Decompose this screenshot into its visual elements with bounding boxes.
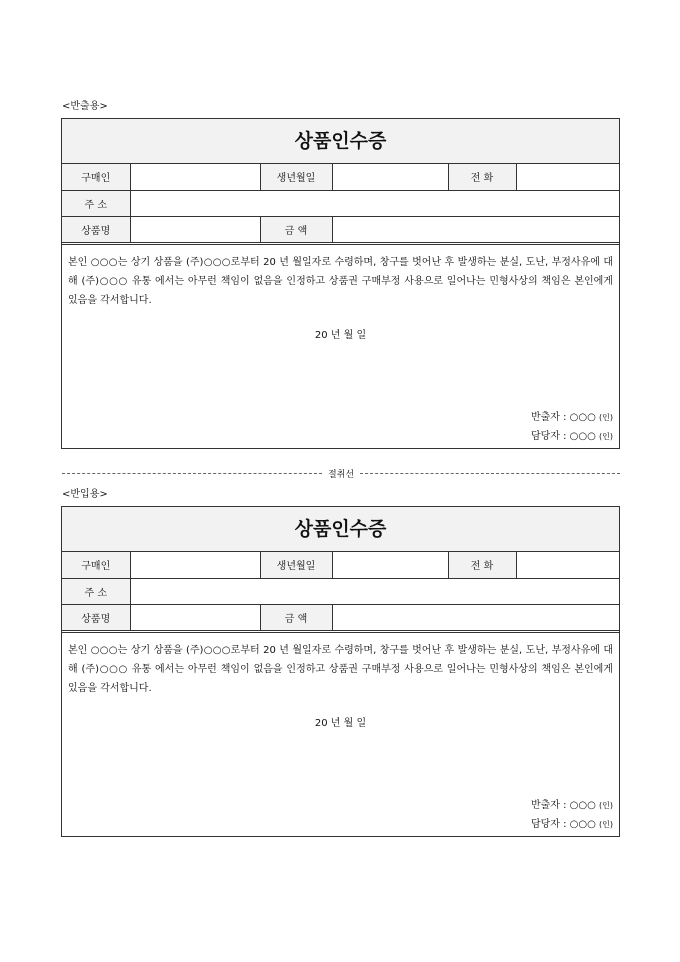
- statement-area: [62, 630, 619, 836]
- buyer-field[interactable]: [130, 552, 260, 578]
- amount-label: 금 액: [260, 216, 332, 242]
- product-field[interactable]: [130, 604, 260, 630]
- seal-mark: (인): [599, 432, 613, 441]
- form-caption-top: <반출용>: [62, 101, 108, 112]
- receipt-form-bottom: [61, 506, 620, 837]
- buyer-field[interactable]: [130, 164, 260, 190]
- signature-releaser: [531, 408, 613, 427]
- date-line: 20 년 월 일: [314, 330, 367, 341]
- amount-field[interactable]: [332, 216, 619, 242]
- manager-text: 담당자 : ○○○: [530, 431, 596, 442]
- birth-label: 생년월일: [260, 164, 332, 190]
- birth-label: 생년월일: [260, 552, 332, 578]
- info-table: [62, 164, 619, 242]
- buyer-label: 구매인: [62, 552, 130, 578]
- address-label: 주 소: [62, 578, 130, 604]
- receipt-form-top: [61, 118, 620, 449]
- cut-label: 절취선: [327, 469, 355, 480]
- signature-manager: [531, 427, 613, 446]
- product-label: 상품명: [62, 604, 130, 630]
- address-field[interactable]: [130, 190, 619, 216]
- statement-text: 본인 ○○○는 상기 상품을 (주)○○○로부터 20 년 월일자로 수령하며, 창구를 벗어난 후 발생하는 분실, 도난, 부정사유에 대해 (주)○○○ 유통 에서는 아무런 책임이 없음을 인정하고 상품권 구매부정 사용으로 일어나는 민형사상의 책임은 본인에게 있음을 각서합니다.: [68, 257, 613, 306]
- product-field[interactable]: [130, 216, 260, 242]
- form-caption-bottom: <반입용>: [62, 489, 108, 500]
- releaser-text: 반출자 : ○○○: [530, 412, 596, 423]
- address-field[interactable]: [130, 578, 619, 604]
- buyer-label: 구매인: [62, 164, 130, 190]
- signature-manager: [531, 815, 613, 834]
- info-table: [62, 552, 619, 630]
- releaser-text: 반출자 : ○○○: [530, 800, 596, 811]
- phone-field[interactable]: [516, 552, 619, 578]
- phone-field[interactable]: [516, 164, 619, 190]
- form-title: 상품인수증: [62, 119, 619, 164]
- phone-label: 전 화: [448, 164, 516, 190]
- date-line: 20 년 월 일: [314, 718, 367, 729]
- birth-field[interactable]: [332, 552, 448, 578]
- manager-text: 담당자 : ○○○: [530, 819, 596, 830]
- product-label: 상품명: [62, 216, 130, 242]
- dashed-line-left: [62, 473, 322, 474]
- seal-mark: (인): [599, 413, 613, 422]
- dashed-line-right: [360, 473, 620, 474]
- form-title: 상품인수증: [62, 507, 619, 552]
- phone-label: 전 화: [448, 552, 516, 578]
- birth-field[interactable]: [332, 164, 448, 190]
- statement-area: [62, 242, 619, 448]
- address-label: 주 소: [62, 190, 130, 216]
- statement-text: 본인 ○○○는 상기 상품을 (주)○○○로부터 20 년 월일자로 수령하며, 창구를 벗어난 후 발생하는 분실, 도난, 부정사유에 대해 (주)○○○ 유통 에서는 아무런 책임이 없음을 인정하고 상품권 구매부정 사용으로 일어나는 민형사상의 책임은 본인에게 있음을 각서합니다.: [68, 645, 613, 694]
- amount-label: 금 액: [260, 604, 332, 630]
- amount-field[interactable]: [332, 604, 619, 630]
- cut-line: [62, 467, 620, 479]
- signature-releaser: [531, 796, 613, 815]
- seal-mark: (인): [599, 820, 613, 829]
- seal-mark: (인): [599, 801, 613, 810]
